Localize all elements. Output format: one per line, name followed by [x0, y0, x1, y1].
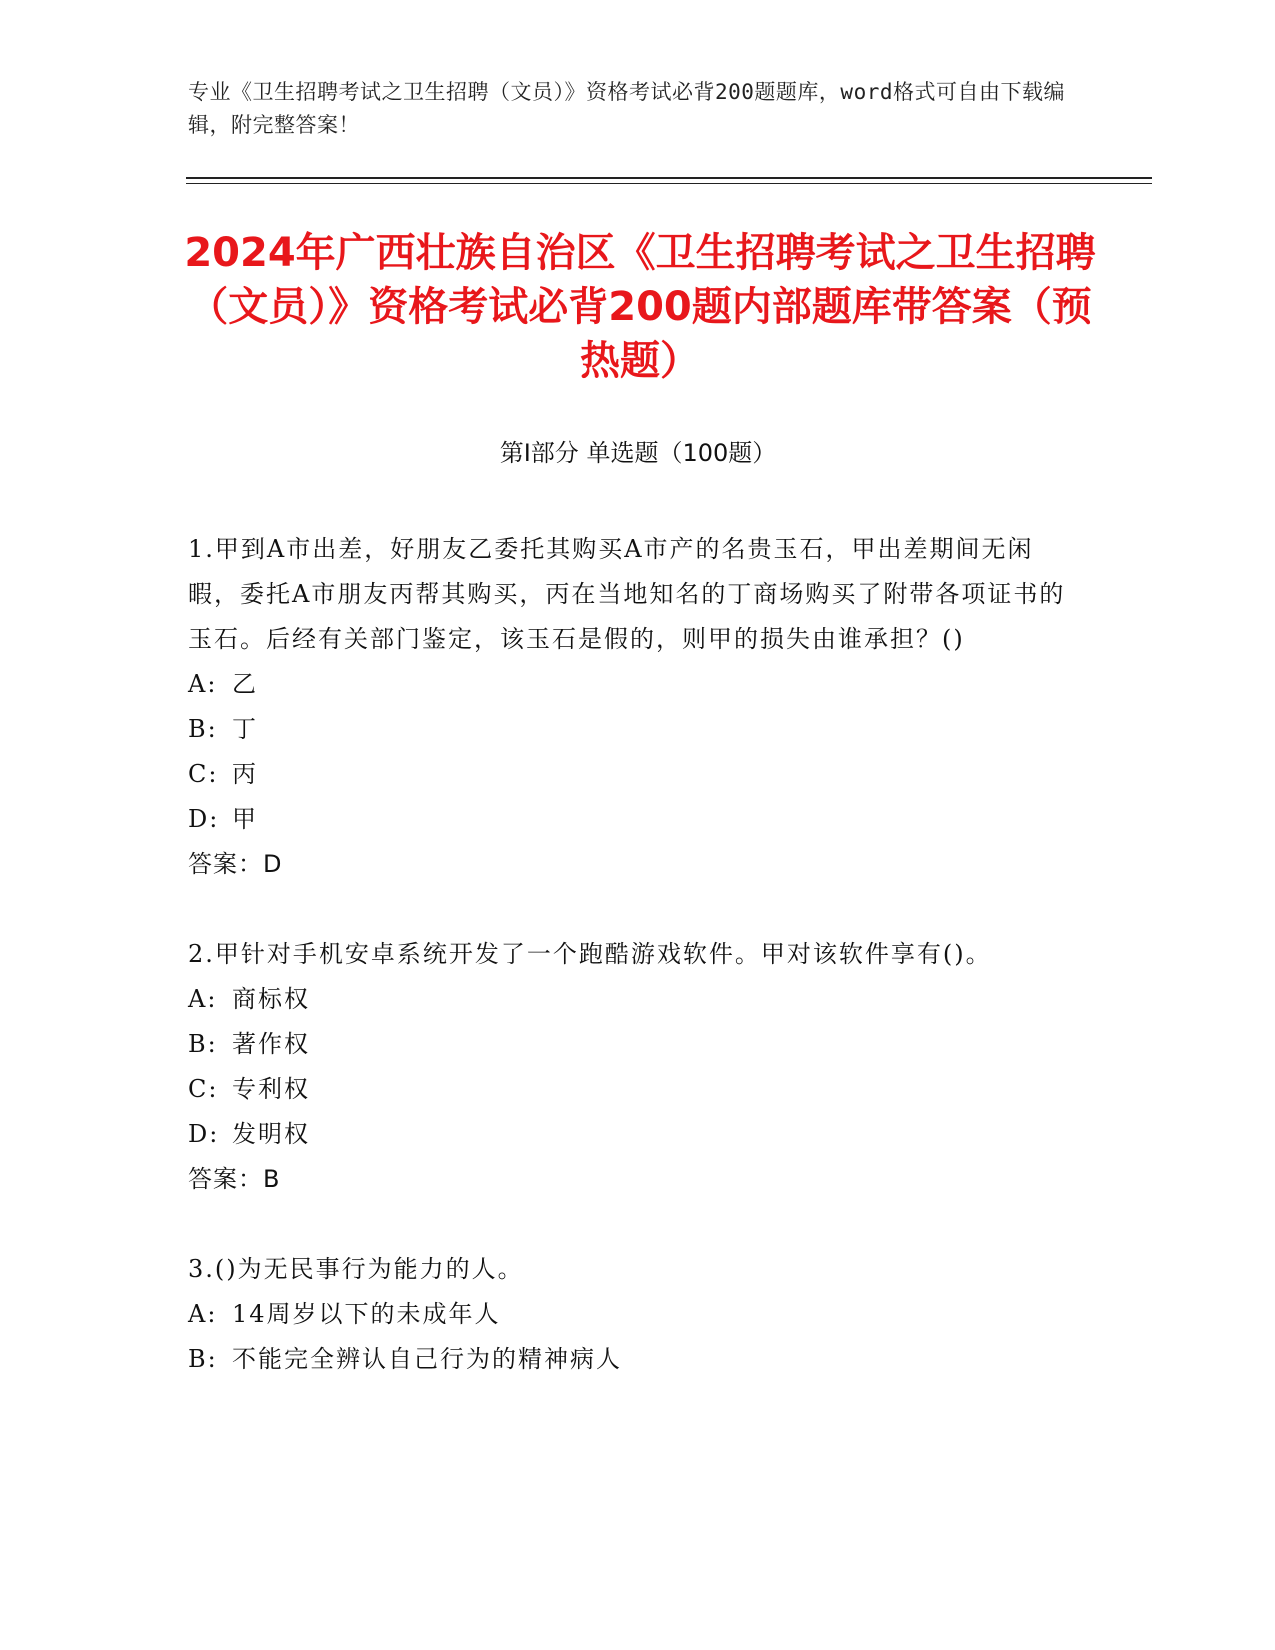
option-a — [188, 1292, 1068, 1337]
option-text: 不能完全辨认自己行为的精神病人 — [232, 1345, 622, 1373]
option-a — [188, 977, 1068, 1022]
question-2 — [188, 932, 1068, 1202]
question-stem: 2.甲针对手机安卓系统开发了一个跑酷游戏软件。甲对该软件享有()。 — [188, 940, 992, 968]
document-title: 2024年广西壮族自治区《卫生招聘考试之卫生招聘（文员）》资格考试必背200题内部题库带答案（预热题） — [184, 230, 1096, 384]
option-key: C: — [188, 760, 219, 788]
option-text: 发明权 — [232, 1120, 310, 1148]
header-note: 专业《卫生招聘考试之卫生招聘（文员）》资格考试必背200题题库，word格式可自由下载编辑，附完整答案！ — [188, 80, 1065, 137]
answer-label: 答案：D — [188, 850, 283, 878]
question-stem: 1.甲到A市出差，好朋友乙委托其购买A市产的名贵玉石，甲出差期间无闲暇，委托A市朋友丙帮其购买，丙在当地知名的丁商场购买了附带各项证书的玉石。后经有关部门鉴定，该玉石是假的，则甲的损失由谁承担？() — [188, 535, 1066, 653]
option-c — [188, 1067, 1068, 1112]
option-key: C: — [188, 1075, 219, 1103]
option-text: 甲 — [232, 805, 258, 833]
option-c — [188, 752, 1068, 797]
option-b — [188, 1337, 1068, 1382]
option-key: A: — [188, 670, 218, 698]
option-text: 乙 — [232, 670, 258, 698]
option-text: 著作权 — [232, 1030, 310, 1058]
option-b — [188, 707, 1068, 752]
option-d — [188, 797, 1068, 842]
option-key: A: — [188, 1300, 218, 1328]
option-key: A: — [188, 985, 218, 1013]
header-rule-thin — [186, 183, 1152, 184]
option-d — [188, 1112, 1068, 1157]
option-key: B: — [188, 1030, 218, 1058]
option-text: 专利权 — [232, 1075, 310, 1103]
option-b — [188, 1022, 1068, 1067]
header-rule — [186, 177, 1152, 179]
section-title: 第Ⅰ部分 单选题（100题） — [499, 439, 777, 467]
option-text: 丙 — [232, 760, 258, 788]
question-stem: 3.()为无民事行为能力的人。 — [188, 1255, 524, 1283]
option-key: B: — [188, 715, 218, 743]
option-text: 丁 — [232, 715, 258, 743]
option-key: B: — [188, 1345, 218, 1373]
question-1 — [188, 527, 1068, 887]
option-a — [188, 662, 1068, 707]
option-text: 商标权 — [232, 985, 310, 1013]
question-3 — [188, 1247, 1068, 1382]
answer-label: 答案：B — [188, 1165, 281, 1193]
option-key: D: — [188, 1120, 220, 1148]
option-key: D: — [188, 805, 220, 833]
option-text: 14周岁以下的未成年人 — [232, 1300, 501, 1328]
question-list — [188, 527, 1068, 1427]
